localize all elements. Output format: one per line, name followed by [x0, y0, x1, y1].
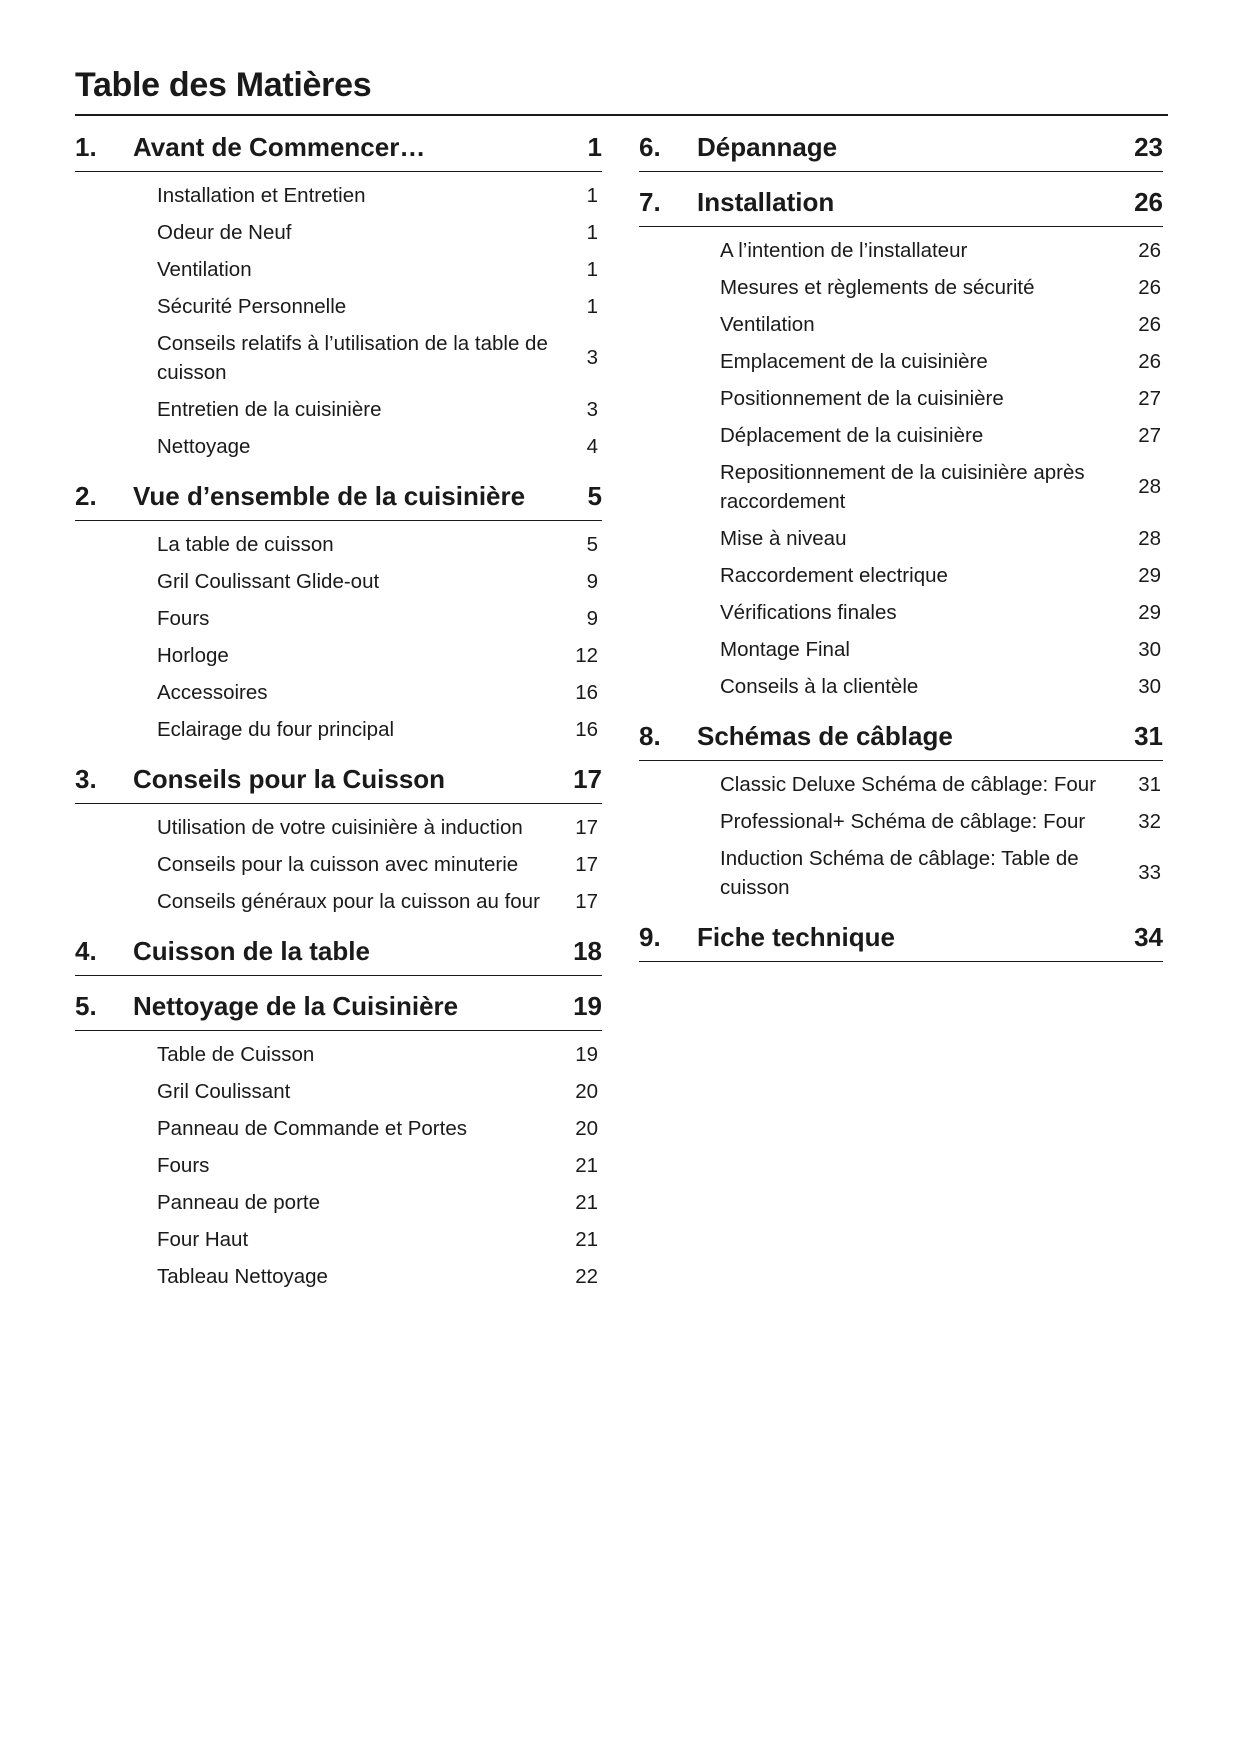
toc-entry[interactable] — [639, 306, 1163, 343]
entry-page-number: 1 — [586, 183, 598, 207]
entry-page-number: 27 — [1138, 423, 1161, 447]
entry-page-number: 31 — [1138, 772, 1161, 796]
entry-page-number: 29 — [1138, 563, 1161, 587]
entry-page-number: 33 — [1138, 861, 1161, 884]
section-page-number: 18 — [573, 936, 602, 966]
section-title: Avant de Commencer… — [133, 132, 426, 162]
toc-entry[interactable] — [75, 674, 602, 711]
entry-title: La table de cuisson — [157, 533, 334, 556]
entry-page-number: 21 — [575, 1153, 598, 1177]
entry-title: Classic Deluxe Schéma de câblage: Four — [720, 773, 1097, 796]
entry-page-number: 27 — [1138, 386, 1161, 410]
toc-column-left — [75, 124, 602, 1303]
section-number: 6. — [639, 132, 661, 162]
entry-page-number: 26 — [1138, 275, 1161, 299]
entry-title: Induction Schéma de câblage: Table de cuisson — [720, 847, 1079, 899]
entry-page-number: 32 — [1138, 809, 1161, 833]
section-heading[interactable] — [639, 124, 1163, 172]
entry-list — [75, 804, 602, 928]
entry-title: Table de Cuisson — [157, 1043, 315, 1066]
entry-page-number: 17 — [575, 815, 598, 839]
entry-title: Panneau de porte — [157, 1191, 320, 1214]
entry-page-number: 20 — [575, 1116, 598, 1140]
entry-title: Panneau de Commande et Portes — [157, 1117, 467, 1140]
entry-page-number: 20 — [575, 1079, 598, 1103]
entry-title: Vérifications finales — [720, 601, 897, 624]
toc-entry[interactable] — [639, 803, 1163, 840]
section-heading[interactable] — [75, 928, 602, 976]
entry-page-number: 3 — [586, 346, 598, 369]
toc-entry[interactable] — [639, 232, 1163, 269]
toc-entry[interactable] — [639, 520, 1163, 557]
entry-page-number: 12 — [575, 643, 598, 667]
toc-entry[interactable] — [639, 840, 1163, 906]
entry-title: Mesures et règlements de sécurité — [720, 276, 1035, 299]
toc-entry[interactable] — [75, 600, 602, 637]
entry-page-number: 17 — [575, 852, 598, 876]
entry-list — [75, 172, 602, 473]
entry-page-number: 26 — [1138, 349, 1161, 373]
entry-title: Sécurité Personnelle — [157, 295, 347, 318]
entry-title: Tableau Nettoyage — [157, 1265, 328, 1288]
entry-list — [75, 1031, 602, 1303]
toc-entry[interactable] — [639, 766, 1163, 803]
toc-entry[interactable] — [75, 177, 602, 214]
entry-page-number: 28 — [1138, 475, 1161, 498]
entry-page-number: 30 — [1138, 637, 1161, 661]
toc-entry[interactable] — [639, 269, 1163, 306]
entry-title: Ventilation — [157, 258, 252, 281]
section-page-number: 31 — [1134, 721, 1163, 751]
section-heading[interactable] — [639, 914, 1163, 962]
section-title: Cuisson de la table — [133, 936, 370, 966]
toc-section — [75, 124, 602, 473]
toc-entry[interactable] — [75, 1036, 602, 1073]
entry-page-number: 19 — [575, 1042, 598, 1066]
entry-page-number: 29 — [1138, 600, 1161, 624]
entry-page-number: 4 — [586, 434, 598, 458]
toc-entry[interactable] — [75, 428, 602, 465]
entry-title: Accessoires — [157, 681, 268, 704]
toc-entry[interactable] — [75, 391, 602, 428]
section-title: Schémas de câblage — [697, 721, 953, 751]
section-number: 7. — [639, 187, 661, 217]
section-title: Vue d’ensemble de la cuisinière — [133, 481, 526, 511]
section-spacer — [639, 172, 1163, 179]
entry-list — [639, 227, 1163, 713]
section-page-number: 1 — [587, 132, 602, 162]
toc-entry[interactable] — [75, 1110, 602, 1147]
toc-entry[interactable] — [75, 637, 602, 674]
toc-entry[interactable] — [75, 1221, 602, 1258]
toc-entry[interactable] — [639, 668, 1163, 705]
toc-entry[interactable] — [75, 1147, 602, 1184]
entry-title: Conseils à la clientèle — [720, 675, 919, 698]
toc-entry[interactable] — [75, 325, 602, 391]
entry-page-number: 26 — [1138, 312, 1161, 336]
toc-entry[interactable] — [639, 417, 1163, 454]
entry-title: A l’intention de l’installateur — [720, 239, 968, 262]
toc-section — [75, 473, 602, 756]
toc-section — [639, 713, 1163, 914]
entry-title: Gril Coulissant — [157, 1080, 291, 1103]
toc-section — [75, 928, 602, 983]
toc-entry[interactable] — [75, 214, 602, 251]
page-title: Table des Matières — [75, 66, 372, 104]
section-page-number: 19 — [573, 991, 602, 1021]
entry-title: Nettoyage — [157, 435, 251, 458]
section-heading[interactable] — [75, 983, 602, 1031]
entry-title: Mise à niveau — [720, 527, 847, 550]
section-title: Fiche technique — [697, 922, 895, 952]
entry-title: Positionnement de la cuisinière — [720, 387, 1004, 410]
entry-title: Conseils pour la cuisson avec minuterie — [157, 853, 519, 876]
entry-page-number: 17 — [575, 889, 598, 913]
toc-entry[interactable] — [75, 288, 602, 325]
entry-title: Professional+ Schéma de câblage: Four — [720, 810, 1086, 833]
toc-entry[interactable] — [75, 1184, 602, 1221]
toc-section — [75, 983, 602, 1303]
toc-entry[interactable] — [639, 557, 1163, 594]
entry-page-number: 28 — [1138, 526, 1161, 550]
entry-title: Installation et Entretien — [157, 184, 366, 207]
toc-entry[interactable] — [75, 883, 602, 920]
entry-title: Repositionnement de la cuisinière après raccordement — [720, 461, 1085, 513]
section-number: 2. — [75, 481, 97, 511]
entry-page-number: 1 — [586, 294, 598, 318]
entry-list — [639, 761, 1163, 914]
toc-entry[interactable] — [639, 454, 1163, 520]
entry-title: Fours — [157, 1154, 210, 1177]
toc-section — [639, 914, 1163, 969]
section-title: Installation — [697, 187, 835, 217]
entry-page-number: 26 — [1138, 238, 1161, 262]
entry-page-number: 30 — [1138, 674, 1161, 698]
section-number: 5. — [75, 991, 97, 1021]
entry-page-number: 3 — [586, 397, 598, 421]
entry-title: Emplacement de la cuisinière — [720, 350, 988, 373]
entry-title: Conseils relatifs à l’utilisation de la table de cuisson — [157, 332, 548, 384]
entry-page-number: 21 — [575, 1227, 598, 1251]
section-number: 3. — [75, 764, 97, 794]
toc-column-right — [639, 124, 1163, 969]
section-page-number: 17 — [573, 764, 602, 794]
toc-entry[interactable] — [75, 711, 602, 748]
entry-page-number: 1 — [586, 220, 598, 244]
entry-title: Raccordement electrique — [720, 564, 948, 587]
section-number: 4. — [75, 936, 97, 966]
toc-entry[interactable] — [639, 380, 1163, 417]
entry-title: Entretien de la cuisinière — [157, 398, 382, 421]
toc-entry[interactable] — [639, 594, 1163, 631]
section-title: Conseils pour la Cuisson — [133, 764, 446, 794]
entry-title: Fours — [157, 607, 210, 630]
section-title: Dépannage — [697, 132, 838, 162]
toc-entry[interactable] — [75, 251, 602, 288]
toc-entry[interactable] — [639, 343, 1163, 380]
entry-title: Utilisation de votre cuisinière à induction — [157, 816, 523, 839]
section-page-number: 34 — [1134, 922, 1163, 952]
entry-list — [75, 521, 602, 756]
title-divider — [75, 114, 1168, 116]
entry-page-number: 22 — [575, 1264, 598, 1288]
entry-page-number: 21 — [575, 1190, 598, 1214]
section-spacer — [639, 962, 1163, 969]
section-number: 9. — [639, 922, 661, 952]
entry-title: Déplacement de la cuisinière — [720, 424, 984, 447]
entry-page-number: 16 — [575, 680, 598, 704]
toc-entry[interactable] — [75, 526, 602, 563]
entry-page-number: 16 — [575, 717, 598, 741]
section-page-number: 5 — [587, 481, 602, 511]
section-number: 8. — [639, 721, 661, 751]
toc-entry[interactable] — [75, 846, 602, 883]
toc-section — [639, 179, 1163, 713]
section-heading[interactable] — [75, 473, 602, 521]
section-heading[interactable] — [639, 713, 1163, 761]
toc-entry[interactable] — [75, 563, 602, 600]
toc-section — [75, 756, 602, 928]
entry-page-number: 5 — [586, 532, 598, 556]
section-page-number: 26 — [1134, 187, 1163, 217]
entry-title: Eclairage du four principal — [157, 718, 395, 741]
entry-title: Montage Final — [720, 638, 850, 661]
section-number: 1. — [75, 132, 97, 162]
section-heading[interactable] — [75, 756, 602, 804]
toc-entry[interactable] — [75, 809, 602, 846]
entry-title: Horloge — [157, 644, 229, 667]
entry-page-number: 9 — [586, 569, 598, 593]
entry-title: Odeur de Neuf — [157, 221, 292, 244]
entry-title: Gril Coulissant Glide-out — [157, 570, 380, 593]
entry-page-number: 1 — [586, 257, 598, 281]
toc-entry[interactable] — [75, 1258, 602, 1295]
entry-title: Four Haut — [157, 1228, 249, 1251]
section-heading[interactable] — [639, 179, 1163, 227]
section-page-number: 23 — [1134, 132, 1163, 162]
toc-entry[interactable] — [75, 1073, 602, 1110]
toc-entry[interactable] — [639, 631, 1163, 668]
entry-title: Ventilation — [720, 313, 815, 336]
entry-page-number: 9 — [586, 606, 598, 630]
section-heading[interactable] — [75, 124, 602, 172]
section-title: Nettoyage de la Cuisinière — [133, 991, 459, 1021]
section-spacer — [75, 976, 602, 983]
entry-title: Conseils généraux pour la cuisson au four — [157, 890, 540, 913]
toc-section — [639, 124, 1163, 179]
